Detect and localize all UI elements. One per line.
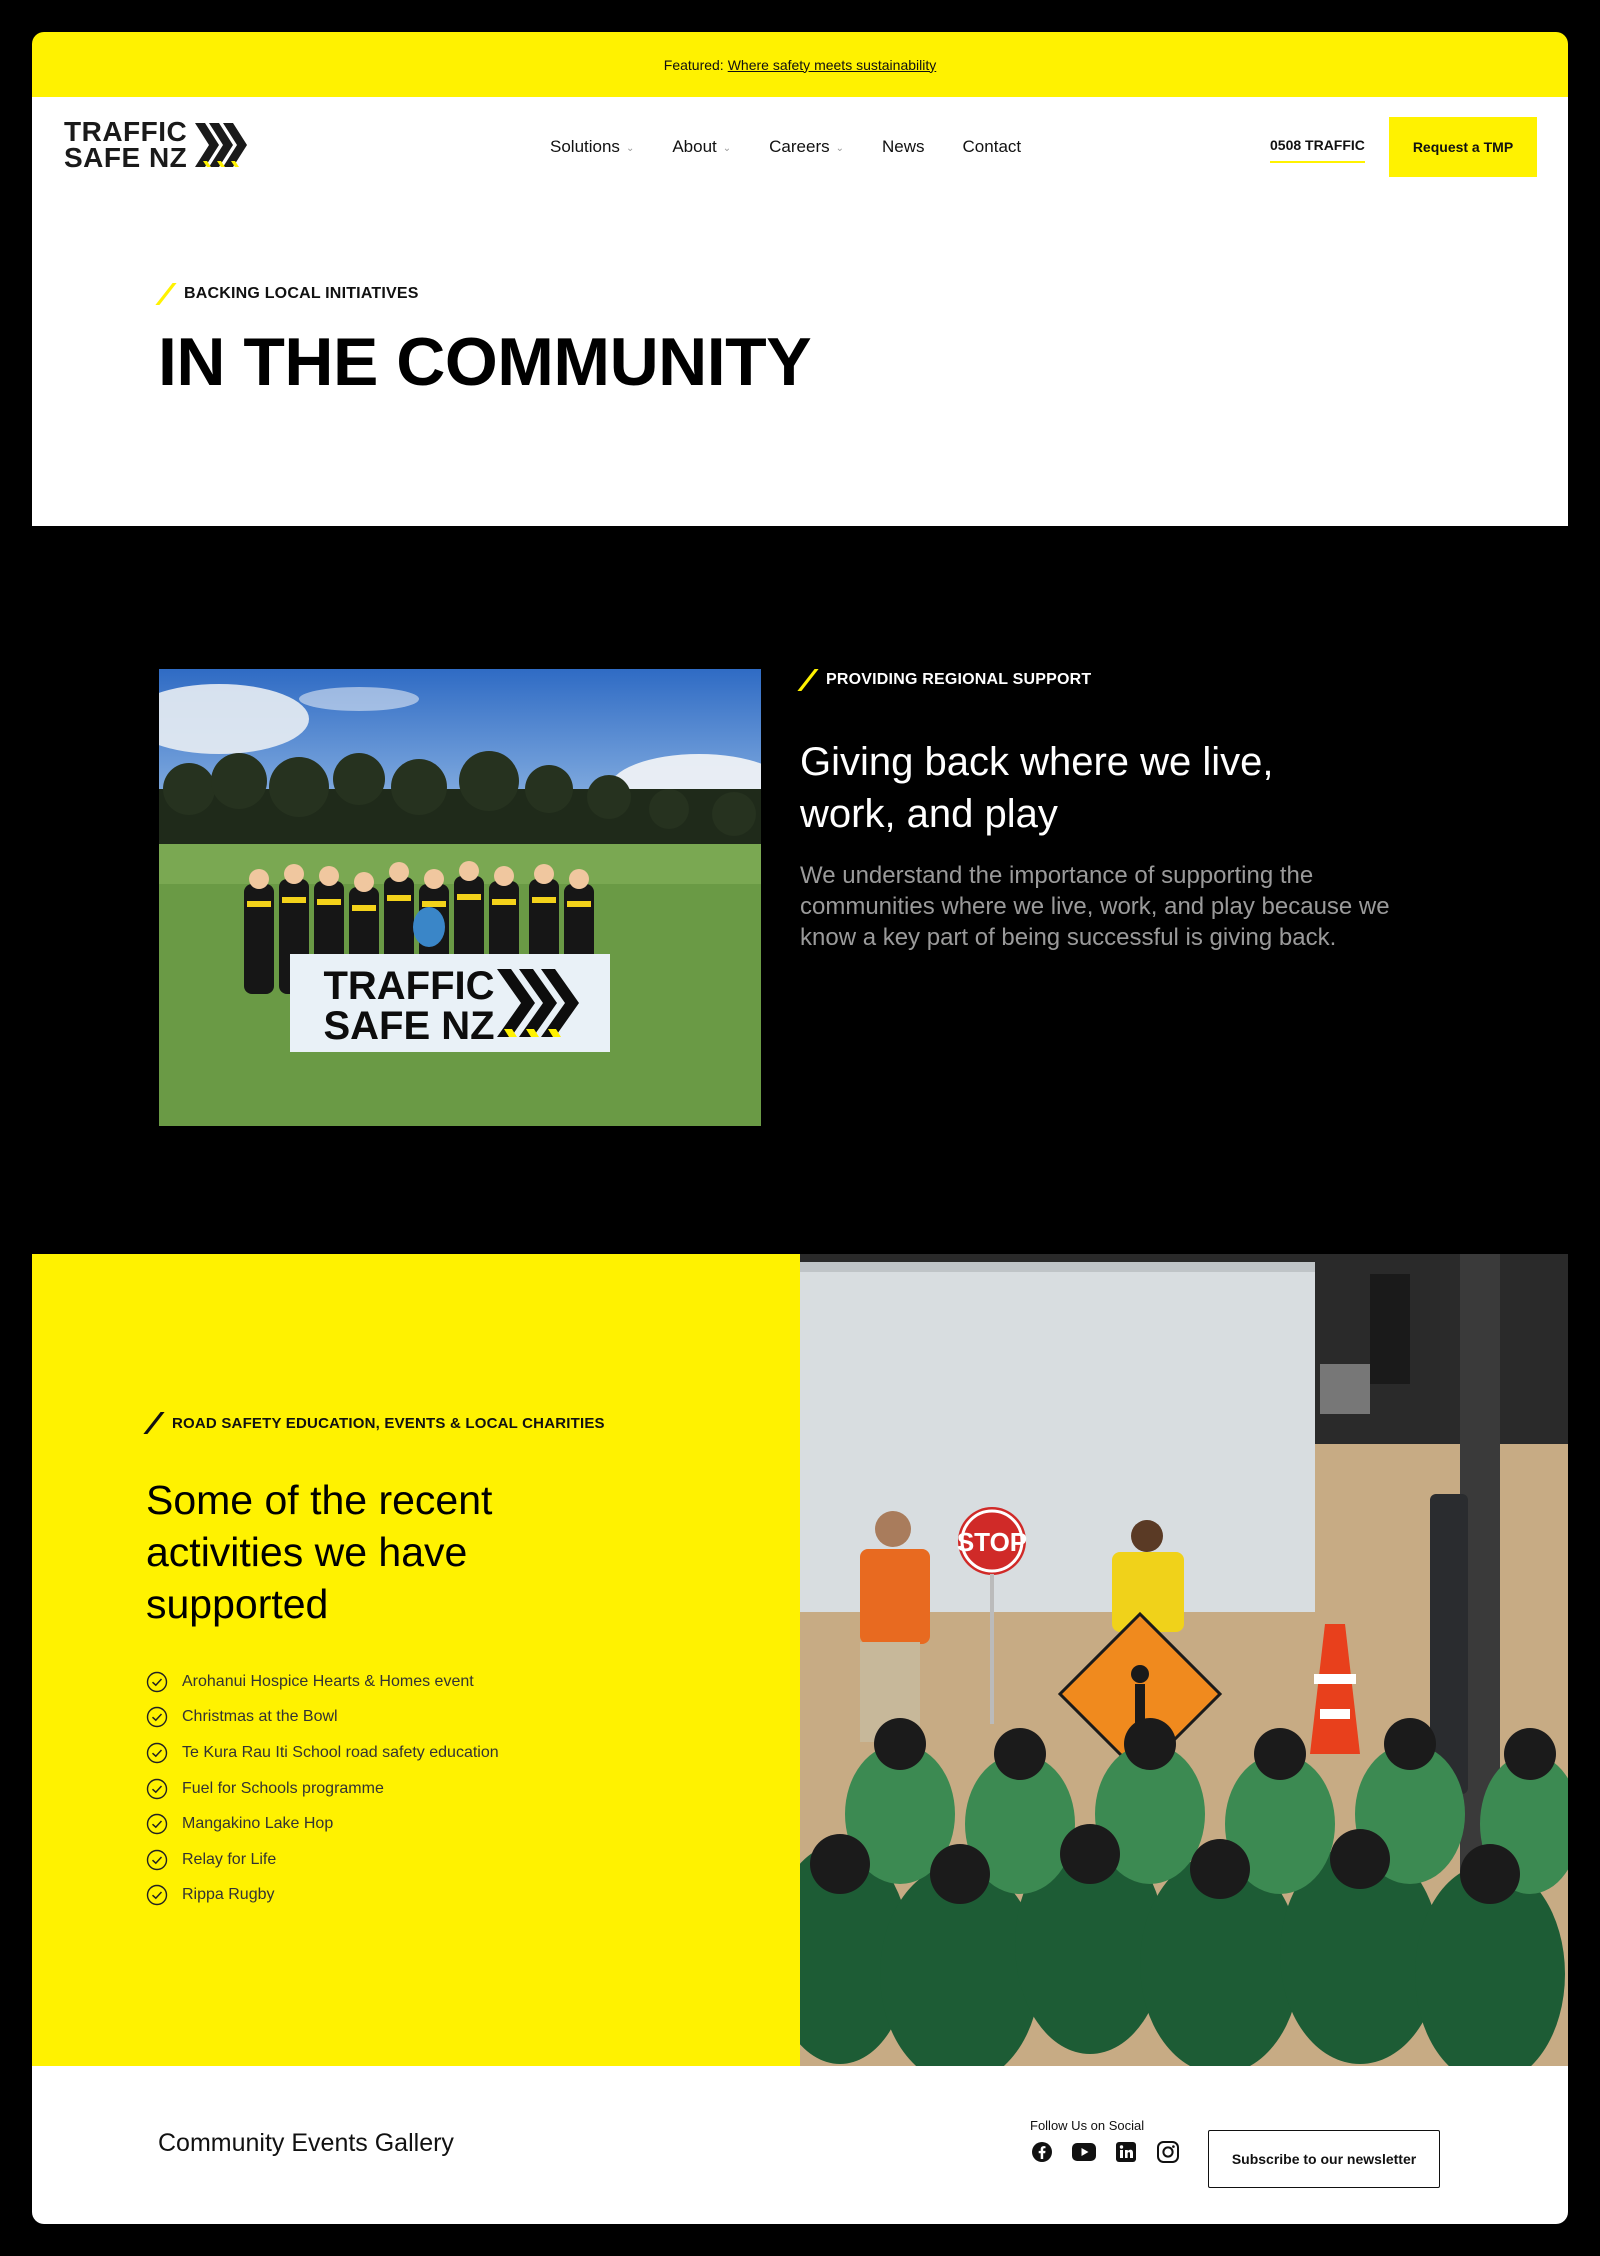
- check-circle-icon: [146, 1778, 168, 1800]
- phone-link[interactable]: 0508 TRAFFIC: [1270, 137, 1365, 163]
- follow-label: Follow Us on Social: [1030, 2118, 1145, 2133]
- check-circle-icon: [146, 1884, 168, 1906]
- check-circle-icon: [146, 1849, 168, 1871]
- regional-support-section: [32, 526, 1568, 1254]
- list-item-label: Arohanui Hospice Hearts & Homes event: [182, 1672, 474, 1690]
- nav-item-news[interactable]: [882, 137, 925, 157]
- nav-item-careers[interactable]: [769, 137, 844, 157]
- nav-item-contact[interactable]: [963, 137, 1022, 157]
- nav-label: About: [672, 137, 717, 156]
- regional-eyebrow-text: PROVIDING REGIONAL SUPPORT: [826, 671, 1092, 688]
- activities-section: [32, 1254, 1568, 2066]
- hero-eyebrow: [158, 283, 419, 305]
- youtube-icon[interactable]: [1072, 2140, 1096, 2164]
- nav-label: News: [882, 137, 925, 156]
- nav-label: Careers: [769, 137, 830, 156]
- stop-sign-text: STOP: [956, 1527, 1028, 1557]
- hero-section: [32, 197, 1568, 526]
- list-item: [146, 1842, 499, 1878]
- social-links: [1030, 2140, 1180, 2164]
- check-circle-icon: [146, 1706, 168, 1728]
- nav-item-solutions[interactable]: [550, 137, 634, 157]
- linkedin-icon[interactable]: [1114, 2140, 1138, 2164]
- team-photo-illustration: [159, 669, 761, 1126]
- slash-accent-icon: [143, 1412, 164, 1434]
- list-item: [146, 1664, 499, 1700]
- activities-eyebrow-text: ROAD SAFETY EDUCATION, EVENTS & LOCAL CHARITIES: [172, 1414, 605, 1432]
- list-item: [146, 1806, 499, 1842]
- announcement-link[interactable]: Where safety meets sustainability: [727, 56, 937, 73]
- facebook-icon[interactable]: [1030, 2140, 1054, 2164]
- logo-line-1: TRAFFIC: [64, 116, 188, 147]
- chevron-down-icon: ⌄: [625, 142, 635, 154]
- photo-sign-line-1: TRAFFIC: [323, 964, 495, 1008]
- activities-heading: Some of the recent activities we have supported: [146, 1477, 493, 1627]
- chevron-down-icon: ⌄: [835, 142, 845, 154]
- school-event-illustration: [800, 1254, 1568, 2066]
- activities-eyebrow: [146, 1412, 605, 1434]
- site-logo[interactable]: [64, 116, 251, 173]
- list-item: [146, 1700, 499, 1736]
- nav-label: Contact: [962, 137, 1022, 156]
- instagram-icon[interactable]: [1156, 2140, 1180, 2164]
- main-nav: [550, 97, 1021, 197]
- list-item-label: Christmas at the Bowl: [182, 1708, 338, 1726]
- list-item: [146, 1771, 499, 1807]
- school-event-photo: [800, 1254, 1568, 2066]
- request-tmp-button[interactable]: Request a TMP: [1389, 117, 1537, 177]
- slash-accent-icon: [155, 283, 176, 305]
- subscribe-newsletter-button[interactable]: Subscribe to our newsletter: [1208, 2130, 1440, 2188]
- check-circle-icon: [146, 1742, 168, 1764]
- list-item: [146, 1878, 499, 1914]
- list-item: [146, 1735, 499, 1771]
- activities-panel: [32, 1254, 800, 2066]
- check-circle-icon: [146, 1671, 168, 1693]
- page-title: IN THE COMMUNITY: [158, 324, 812, 400]
- list-item-label: Fuel for Schools programme: [182, 1779, 384, 1797]
- chevron-down-icon: ⌄: [722, 142, 732, 154]
- list-item-label: Mangakino Lake Hop: [182, 1815, 334, 1833]
- nav-label: Solutions: [550, 137, 620, 156]
- page-frame: [32, 32, 1568, 2224]
- activities-list: [146, 1664, 499, 1913]
- gallery-title: Community Events Gallery: [158, 2129, 454, 2157]
- team-photo: [159, 669, 761, 1126]
- list-item-label: Te Kura Rau Iti School road safety education: [182, 1743, 499, 1761]
- check-circle-icon: [146, 1813, 168, 1835]
- slash-accent-icon: [797, 669, 818, 691]
- regional-eyebrow: [800, 669, 1091, 691]
- list-item-label: Rippa Rugby: [182, 1886, 275, 1904]
- list-item-label: Relay for Life: [182, 1850, 277, 1868]
- logo-wordmark: [64, 116, 188, 173]
- logo-line-2: SAFE NZ: [64, 142, 188, 173]
- site-footer: [32, 2066, 1568, 2224]
- announcement-bar: [32, 32, 1568, 97]
- hero-eyebrow-text: BACKING LOCAL INITIATIVES: [184, 285, 419, 302]
- nav-item-about[interactable]: [672, 137, 731, 157]
- regional-heading: Giving back where we live, work, and play: [800, 740, 1274, 836]
- announcement-prefix: Featured:: [663, 56, 724, 73]
- photo-sign-line-2: SAFE NZ: [323, 1004, 495, 1048]
- site-header: [32, 97, 1568, 197]
- chevrons-icon: [195, 121, 251, 169]
- regional-body: We understand the importance of supporting the communities where we live, work, and play because we know a key part of being successful is giving back.: [800, 862, 1390, 951]
